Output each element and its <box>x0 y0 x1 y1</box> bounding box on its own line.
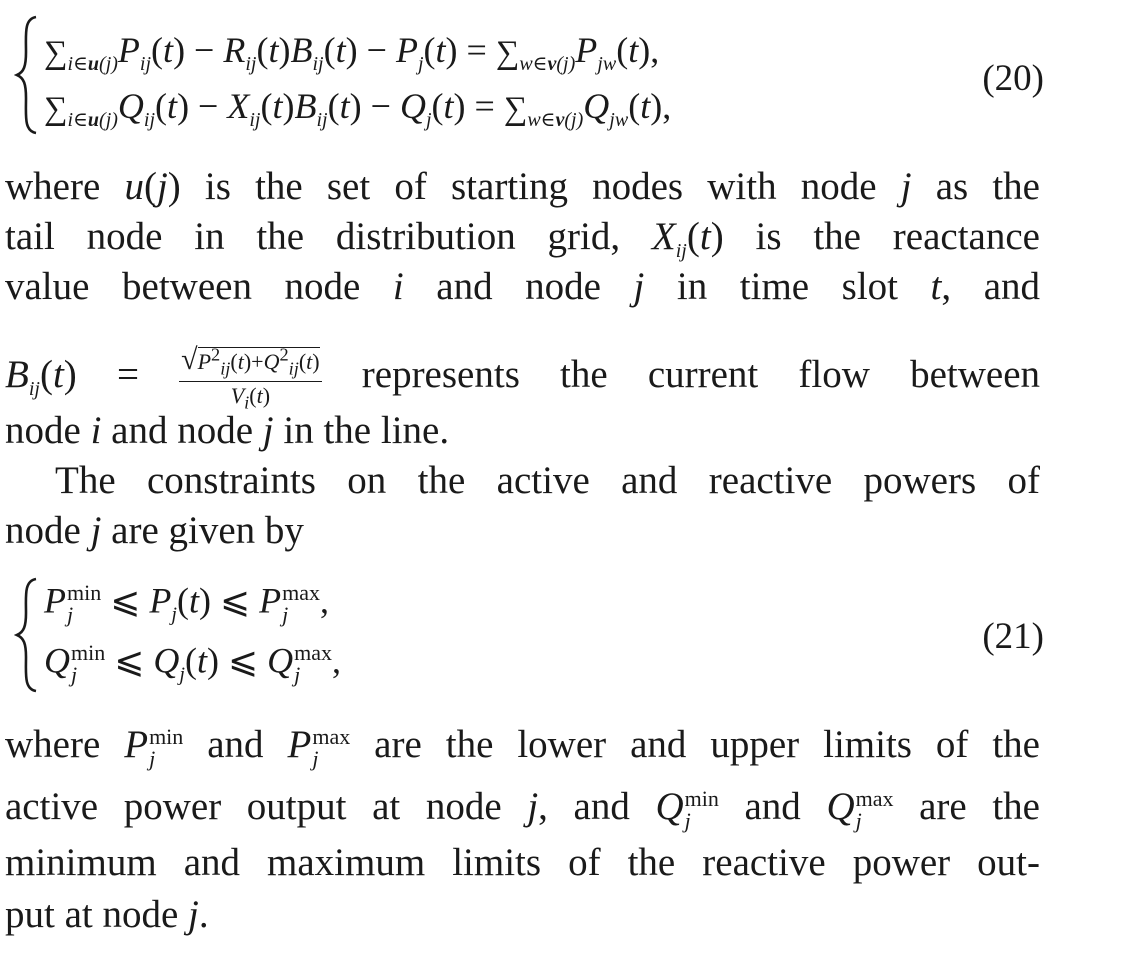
left-brace-icon <box>14 576 40 694</box>
paragraph-line: active power output at node j, and Q min j and Q max j are the <box>5 785 1040 834</box>
paragraph-line: put at node j. <box>5 893 209 936</box>
equation-20-line-1: $\sum_{i\in u(j)}P_{ij}(t) - R_{ij}(t)B_{ij}(t) - P_j(t) = \sum_{w\in v(j)}P_{jw}(t)$, <box>44 30 660 75</box>
paragraph-line: where P min j and P max j are the lower and upper limits of the <box>5 723 1040 772</box>
equation-number: (20) <box>982 58 1044 99</box>
paragraph-line: value between node i and node j in time slot t, and <box>5 265 1041 308</box>
paragraph-line-with-fraction: $B_{ij}(t)$ = $\frac{√P^2_{ij}(t)+Q^2_{ij}(t)}{V_i(t)}$ represents the current flow between <box>5 343 1041 413</box>
paragraph-line: node i and node j in the line. <box>5 409 450 452</box>
equation-21-line-1: P min j ⩽ $P_j(t)$ ⩽ P max j , <box>44 580 330 627</box>
paragraph-line: minimum and maximum limits of the reactive power out- <box>5 841 1040 884</box>
paragraph-line: The constraints on the active and reactive powers of <box>55 459 1040 502</box>
equation-20-line-2: $\sum_{i\in u(j)}Q_{ij}(t) - X_{ij}(t)B_{ij}(t) - Q_j(t) = \sum_{w\in v(j)}Q_{jw}(t)$, <box>44 86 672 131</box>
paragraph-line: tail node in the distribution grid, $X_{ij}(t)$ is the reactance <box>5 215 1040 262</box>
equation-21 <box>14 576 1044 694</box>
paragraph-line: node j are given by <box>5 509 304 552</box>
left-brace-icon <box>14 14 40 136</box>
paragraph-line: where u(j) is the set of starting nodes with node j as the <box>5 165 1040 208</box>
equation-20 <box>14 14 1044 136</box>
equation-21-line-2: Q min j ⩽ $Q_j(t)$ ⩽ Q max j , <box>44 640 342 687</box>
equation-number: (21) <box>982 616 1044 657</box>
